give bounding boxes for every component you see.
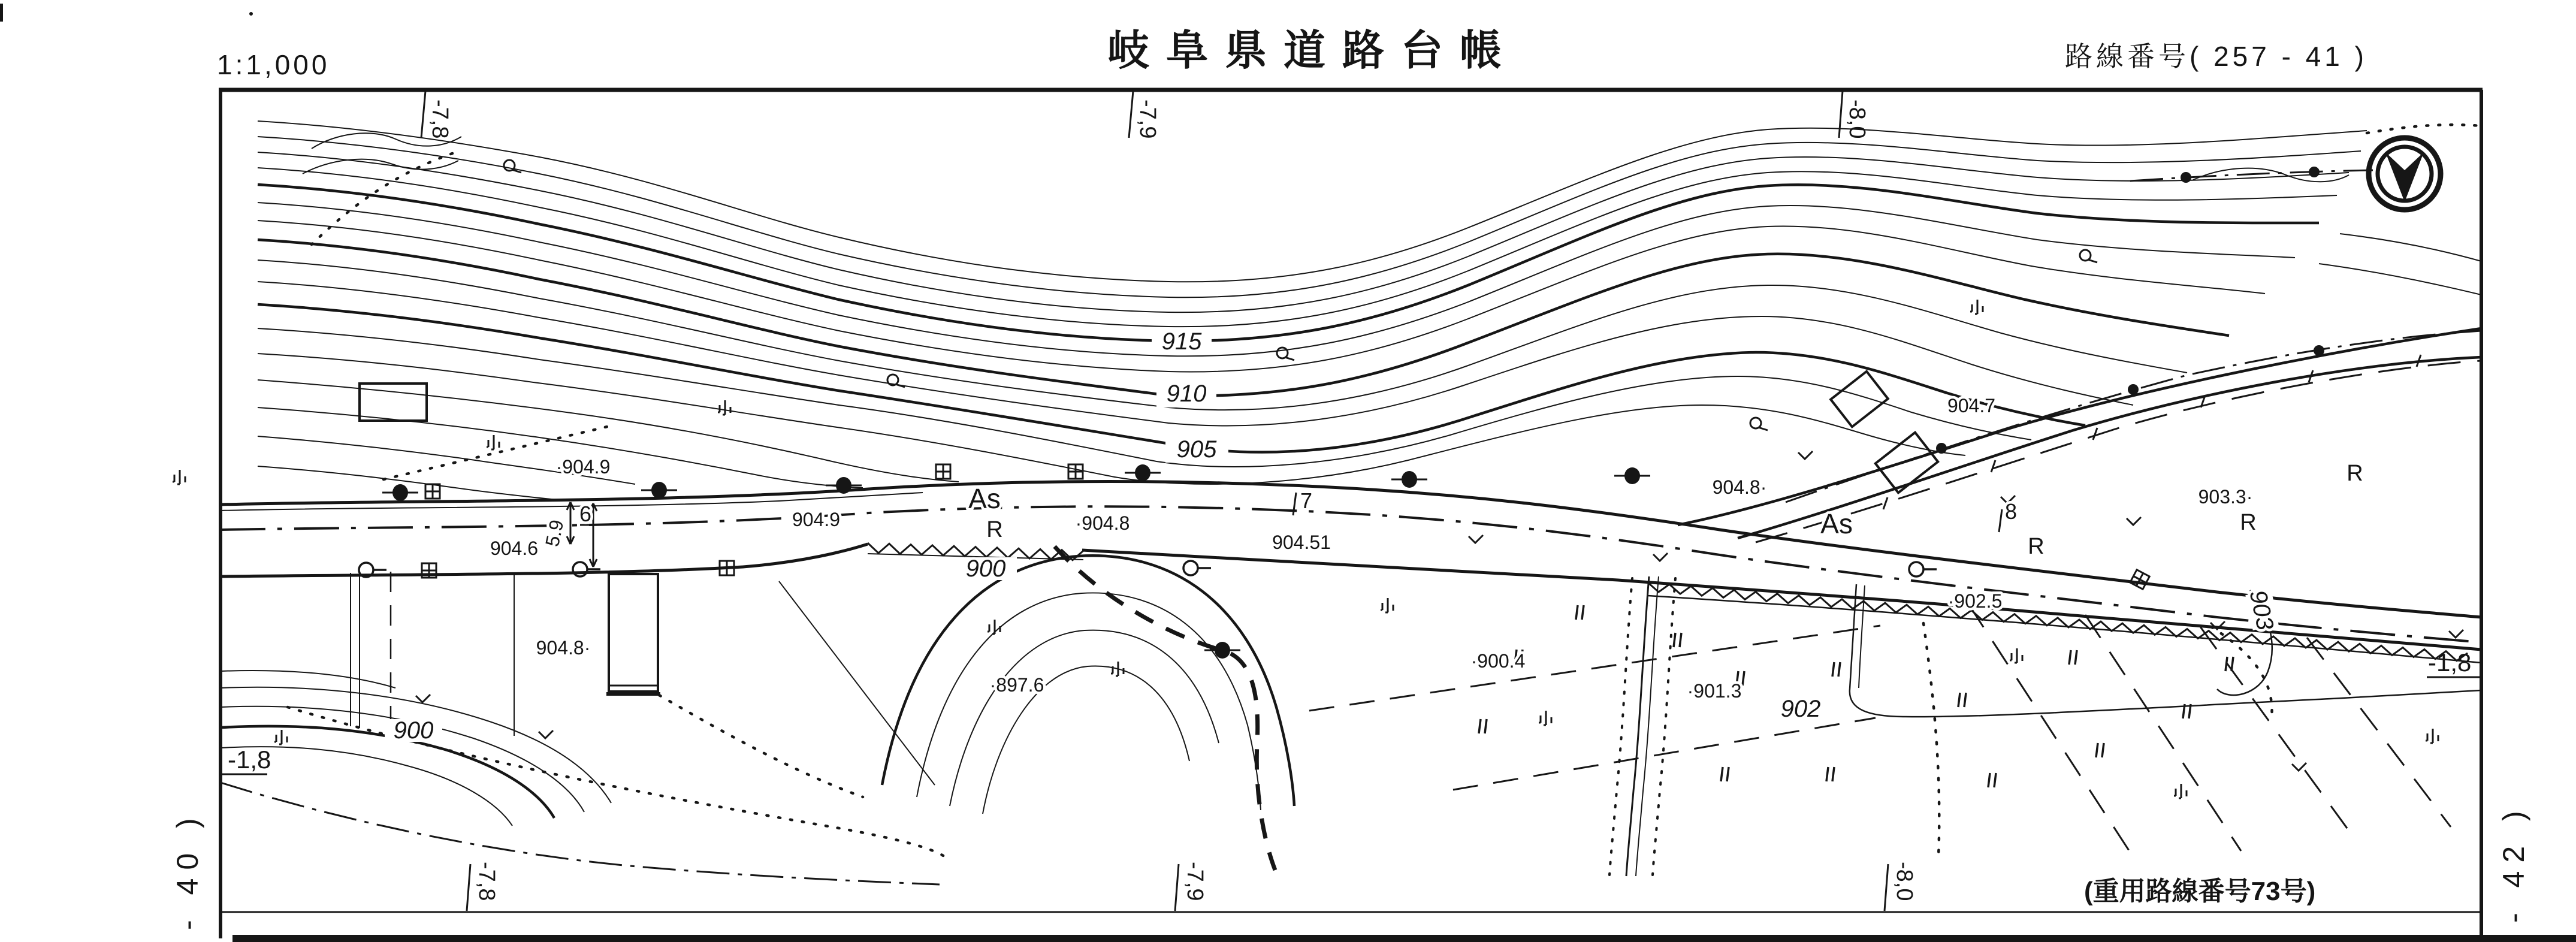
bottom-coord-3: -8,0 (1892, 862, 1917, 901)
radius-label: R (986, 517, 1003, 542)
page-title: 岐阜県道路台帳 (1107, 27, 1518, 74)
bottom-coord-1: -7,8 (474, 862, 499, 901)
top-coord-3: -8,0 (1844, 99, 1870, 139)
contour-label: 905 (1176, 436, 1217, 463)
reuse-route-note: (重用路線番号73号) (2084, 877, 2316, 906)
spot-elevation: ·900.4 (1470, 650, 1526, 672)
scale-label: 1:1,000 (217, 49, 330, 80)
station-label: 7 (1300, 488, 1313, 513)
contour-lines (258, 121, 2481, 500)
contour-label: 900 (393, 717, 434, 744)
spot-elevation: 903.3· (2198, 486, 2253, 508)
contour-label: 900 (965, 555, 1006, 582)
building (1831, 372, 1888, 427)
north-arrow-icon (2369, 138, 2441, 210)
spot-elevation: ·902.5 (1947, 590, 2003, 612)
paddy-icons (1479, 605, 2233, 787)
spot-elevation: ·897.6 (989, 674, 1044, 696)
radius-label: R (2347, 461, 2363, 486)
spot-elevation: 904.9 (792, 509, 841, 530)
label-masks (385, 331, 2279, 742)
route-number-label: 路線番号( 257 - 41 ) (2065, 41, 2367, 72)
spot-elevation: ·904.8 (1075, 512, 1130, 534)
contour-label: 902 (1780, 696, 1821, 722)
sheet-number-left: - 40 ) (171, 810, 204, 930)
station-label: 8 (2004, 499, 2018, 524)
header (217, 27, 2367, 80)
radius-label: R (2240, 510, 2257, 535)
contour-label: 910 (1166, 381, 1207, 407)
buildings (360, 372, 1938, 694)
top-coord-2: -7,9 (1135, 99, 1160, 139)
width-arrows (567, 493, 2002, 567)
right-coord: -1,8 (2428, 648, 2472, 677)
bottom-coord-2: -7,9 (1182, 862, 1207, 901)
contour-label: 903 (2244, 587, 2279, 633)
top-coord-1: -7,8 (427, 99, 452, 139)
spot-elevation: 904.7 (1947, 395, 1996, 416)
spot-elevation: ·901.3 (1687, 680, 1742, 702)
left-coord: -1,8 (228, 745, 271, 774)
road-upper-edge (221, 481, 2481, 617)
spot-elevation: 904.6 (490, 538, 539, 559)
contour-label: 915 (1161, 328, 1202, 355)
water-channel (1609, 576, 1675, 876)
road-lower-edge-left (221, 544, 868, 576)
width-label: 6 (579, 502, 592, 526)
spot-elevation: ·904.9 (555, 456, 611, 478)
scan-artifacts (0, 4, 2576, 942)
surface-label-as: As (968, 483, 1001, 514)
surface-label-as: As (1820, 508, 1853, 539)
radius-label: R (2028, 534, 2045, 559)
main-road (221, 481, 2481, 650)
lower-contours (221, 555, 2481, 826)
building (606, 574, 660, 694)
sheet-number-right: - 42 ) (2497, 802, 2530, 923)
spot-elevation: 904.51 (1272, 532, 1331, 553)
contour-labels (394, 328, 2279, 744)
width-label: 5.9 (541, 518, 568, 549)
spot-elevation: 904.8· (1712, 476, 1767, 498)
spot-elevation: 904.8· (536, 637, 591, 659)
